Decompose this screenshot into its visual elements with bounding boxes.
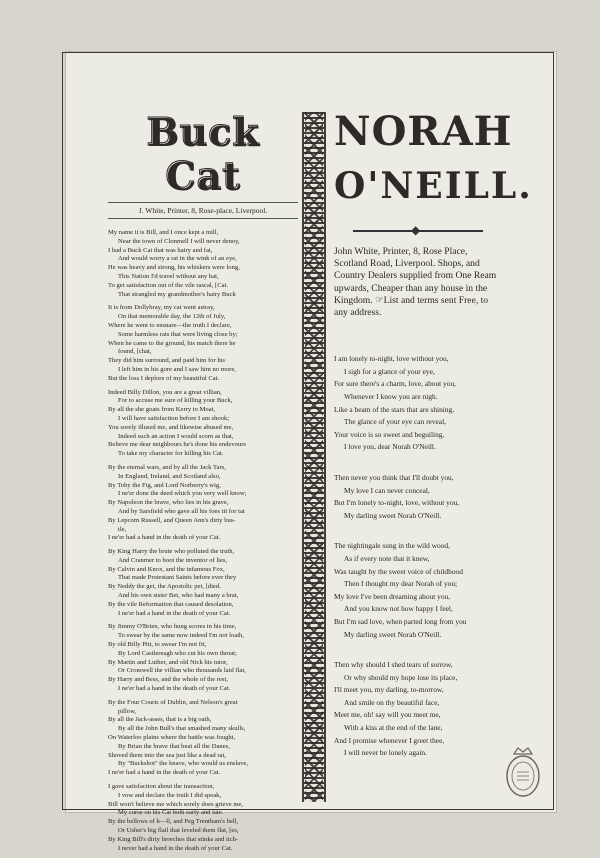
verse-line: Near the town of Clonmell I will never denoy, [118,237,240,245]
verse-line: I left him in his gore and I saw him no more, [118,365,236,373]
verse-line: And you know not how happy I feel, [344,604,453,614]
verse-line: By Martin and Luther, and old Nick his tutor, [108,658,228,666]
verse-line: I will have satisfaction before I am shook; [118,414,230,422]
verse-line: The nightingale sung in the wild wood, [334,541,450,551]
verse-line: Believe me dear neighbours he's done his endevours [108,441,246,449]
oneill-title: O'NEILL. [334,165,533,207]
stanza [108,783,298,853]
verse-line: I ne'er done the deed which you very well know; [118,490,247,498]
verse-line: By Napoleon the brave, who lies in his grave, [108,499,229,507]
verse-line: He was heavy and strong, his whiskers were long, [108,264,240,272]
verse-line: I am lonely to-night, love without you, [334,354,449,364]
verse-line: I'll meet you, my darling, to-morrow, [334,685,444,695]
verse-line: I ne'er had a hand in the death of your Cat. [118,685,231,693]
stanza [334,353,502,454]
verse-line: For to accuse me sure of killing your Buck, [118,397,233,405]
verse-line: By "Buckshot" the knave, who would us enslave, [118,760,249,768]
verse-line: Where he went to ensnare—the truth I declare, [108,321,232,329]
verse-line: When he came to the ground, his match there he [108,339,236,347]
ornamental-rule [353,228,483,234]
verse-line: And would worry a rat in the wink of an eye, [118,255,237,263]
verse-line: In England, Ireland, and Scotland also, [118,472,221,480]
verse-line: By King Bill's dirty breeches that stinks and itch- [108,835,239,843]
verse-line: With a kiss at the end of the lane, [344,723,443,733]
verse-line: Meet me, oh! say will you meet me, [334,710,441,720]
verse-line: They did him surround, and paid him for his [108,357,226,365]
verse-line: By the bellows of h—ll, and Peg Trentham's bell, [108,818,239,826]
verse-line: I will never be lonely again. [344,748,427,758]
verse-line: That made Protestant Saints before ever they [118,574,237,582]
verse-line: By Calvin and Knox, and the infamous Fox, [108,565,225,573]
verse-line: Whenever I know you are nigh. [344,392,438,401]
verse-line: By old Billy Pitt, to swear I'm not fit, [108,641,207,649]
verse-line: Some harmless rats that were living close by; [118,330,238,338]
verse-line: To get satisfaction out of the vile rascal, [Cat. [108,281,229,289]
verse-line: Your voice is so sweet and beguiling, [334,429,445,439]
verse-line: I had a Buck Cat that was hairy and fat, [108,246,213,254]
verse-line: Then why should I shed tears of sorrow, [334,660,453,670]
verse-line: Then never you think that I'll doubt you, [334,472,454,482]
verse-line: And smile on thy beautiful face, [344,697,440,707]
verse-line: I love you, dear Norah O'Neill. [344,442,436,452]
norah-verses [334,353,502,760]
verse-line: And by Sarsfield who gave all his foes tit for tat [118,507,245,515]
verse-line: To take my character for killing his Cat. [118,450,224,458]
left-column [108,110,298,858]
verse-line: I never had a hand in the death of your Cat. [118,844,233,852]
verse-line: I ne'er had a hand in the death of your Cat. [118,609,231,617]
verse-line: That strangled my grandmother's hairy Buck [118,290,236,298]
verse-line: By all the Jack-asses, that is a big oath, [108,716,212,724]
verse-line: By all the she goats from Kerry to Moat, [108,406,216,414]
verse-line: tle, [118,525,127,533]
library-stamp-icon [504,744,542,800]
verse-line: Bill won't believe me which sorely does grieve me, [108,800,244,808]
verse-line: By Toby the Fig, and Lord Norberry's wig, [108,481,221,489]
verse-line: My love I've been dreaming about you, [334,591,451,601]
verse-line: pillow, [118,707,137,715]
verse-line: To swear by the same now indeed I'm not loath, [118,632,244,640]
verse-line: You sorely illused me, and likewise abused me, [108,423,234,431]
verse-line: My darling sweet Norah O'Neill. [344,510,442,520]
verse-line: For sure there's a charm, love, about you, [334,379,457,389]
verse-line: My name it is Bill, and I once kept a mill, [108,229,219,236]
verse-line: My love I can never conceal, [344,485,430,495]
verse-line: Was taught by the sweet voice of childhood [334,566,463,576]
verse-line: And I promise whenever I greet thee, [334,735,445,745]
stanza [334,659,502,760]
verse-line: By King Harry the brute who polluted the truth, [108,548,235,556]
buck-cat-title: Buck Cat [146,109,260,198]
ornamental-divider-pattern [305,112,323,802]
stanza [108,699,298,778]
stanza [108,229,298,299]
verse-line: I ne'er had a hand in the death of your Cat. [108,534,221,542]
verse-line: But I'm sad love, when parted long from you [334,616,467,626]
verse-line: found, [chat, [118,348,152,356]
verse-line: Shoved them into the sea just like a dead rat, [108,751,226,759]
verse-line: By all the John Bull's that smashed many skulls, [118,725,246,733]
verse-line: By the Four Courts of Dublin, and Nelson's great [108,698,238,706]
verse-line: My curse on his Cat both early and late. [118,809,224,817]
verse-line: By the eternal wars, and by all the Jack Tars, [108,463,226,471]
verse-line: Indeed Billy Dillon, you are a great villian, [108,388,222,396]
stanza [108,464,298,543]
verse-line: Or Usher's big flail that leveled them flat, [es, [118,827,239,834]
verse-line: And his own sister Bet, who had many a brat, [118,592,239,600]
stanza [108,389,298,459]
left-printer-imprint: J. White, Printer, 8, Rose-place, Liverpool. [108,202,298,219]
verse-line: Like a beam of the stars that are shining, [334,404,455,414]
verse-line: By Lepcorn Russell, and Queen Ann's dirty bus- [108,516,236,524]
verse-line: Or why should my hope lose its place, [344,672,458,682]
right-column [334,108,533,778]
verse-line: By Brian the brave that beat all the Danes, [118,742,230,750]
verse-line: My darling sweet Norah O'Neill. [344,629,442,639]
stanza [108,304,298,383]
verse-line: The glance of your eye can reveal, [344,417,446,427]
verse-line: Then I thought my dear Norah of you; [344,579,458,589]
norah-title: NORAH [334,108,513,155]
verse-line: I sigh for a glance of your eye, [344,366,435,376]
verse-line: But I'm lonely to-night, love, without you, [334,498,460,508]
stanza [108,548,298,618]
verse-line: As if every note that it knew, [344,553,430,563]
verse-line: It is from Dollybray, my cat went astray, [108,304,215,312]
verse-line: I ne'er had a hand in the death of your Cat. [108,769,221,777]
verse-line: By Harry and Bess, and the whole of the rest, [108,676,228,684]
buck-cat-verses [108,229,298,853]
stanza [334,472,502,522]
verse-line: Indeed such an action I would scorn as that, [118,432,234,440]
stanza [108,623,298,693]
verse-line: And Cranmer to boot the inventor of lies, [118,556,228,564]
verse-line: I gave satisfaction about the transaction, [108,783,215,791]
verse-line: By the vile Reformation that caused desolation, [108,600,234,608]
verse-line: Or Cromwell the villian who thousands laid flat, [118,667,246,675]
verse-line: By Jimmy O'Brien, who hung scores in his time, [108,623,237,631]
verse-line: By Lord Castlereagh who cut his own throat; [118,649,237,657]
stanza [334,540,502,641]
verse-line: On Waterloo plains where the battle was fought, [108,734,236,742]
right-printer-imprint: John White, Printer, 8, Rose Place, Scotland Road, Liverpool. Shops, and Country Dealers supplied from One Ream upwards, Cheaper than any house in the Kingdom. ☞List and terms sent Free, to any address. [334,246,497,319]
verse-line: I vow and declare the truth I did speak, [118,791,222,799]
verse-line: On that memorable day, the 12th of July, [118,313,226,321]
verse-line: By Neddy the get, the Apostolic pet, [died. [108,583,221,591]
verse-line: This Nation I'd travel without any hat, [118,272,219,280]
verse-line: But the loss I deplore of my beautiful Cat. [108,374,220,382]
